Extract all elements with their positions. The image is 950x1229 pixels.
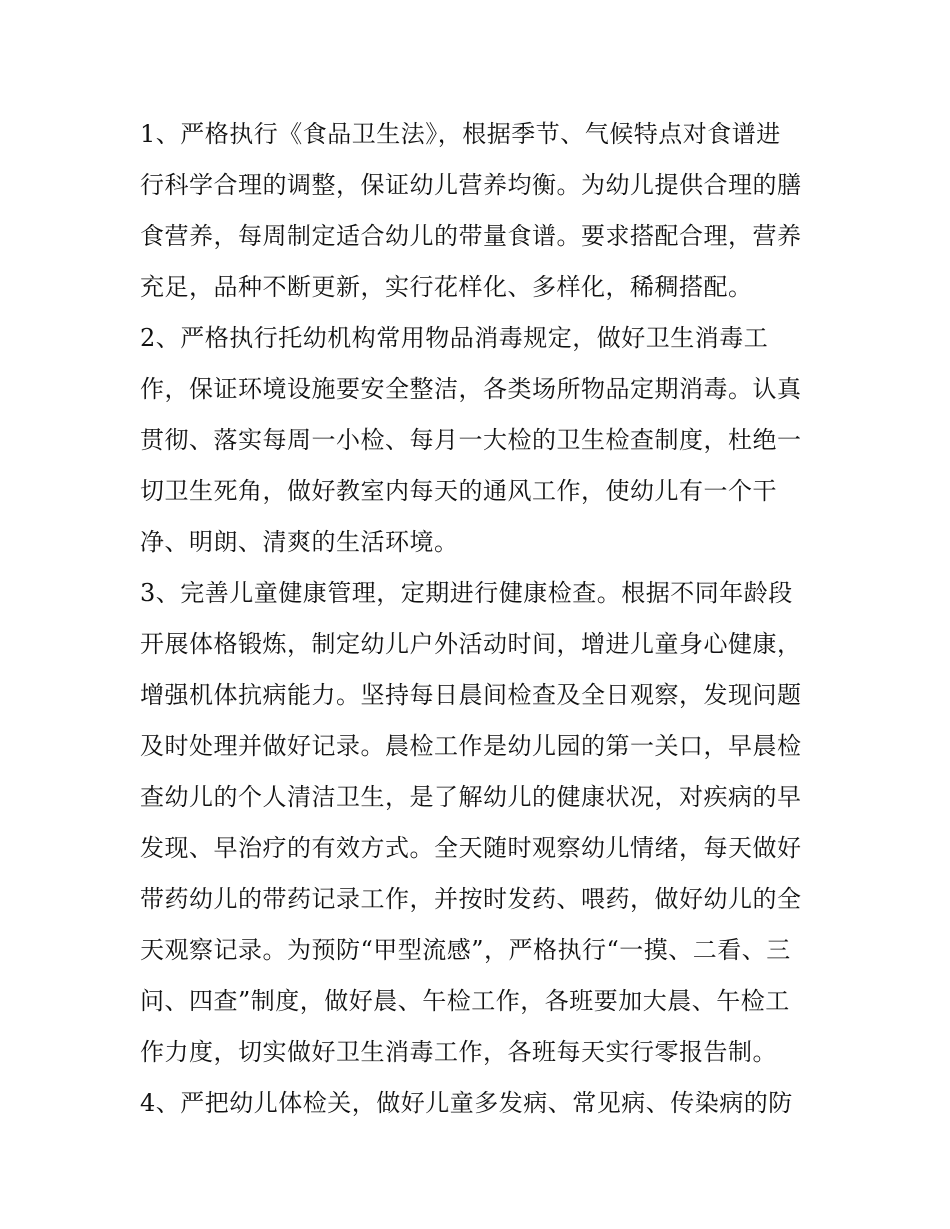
paragraph-2 xyxy=(140,313,820,568)
text-line: 天观察记录。为预防“甲型流感”，严格执行“一摸、二看、三 xyxy=(140,936,791,964)
text-line: 充足，品种不断更新，实行花样化、多样化，稀稠搭配。 xyxy=(140,273,753,301)
text-line: 带药幼儿的带药记录工作，并按时发药、喂药，做好幼儿的全 xyxy=(140,885,802,913)
text-line: 贯彻、落实每周一小检、每月一大检的卫生检查制度，杜绝一 xyxy=(140,426,802,454)
text-line: 作，保证环境设施要安全整洁，各类场所物品定期消毒。认真 xyxy=(140,375,802,403)
text-line: 及时处理并做好记录。晨检工作是幼儿园的第一关口，早晨检 xyxy=(140,732,802,760)
text-line: 查幼儿的个人清洁卫生，是了解幼儿的健康状况，对疾病的早 xyxy=(140,783,802,811)
text-line: 行科学合理的调整，保证幼儿营养均衡。为幼儿提供合理的膳 xyxy=(140,171,802,199)
text-line: 增强机体抗病能力。坚持每日晨间检查及全日观察，发现问题 xyxy=(140,681,802,709)
text-line: 食营养，每周制定适合幼儿的带量食谱。要求搭配合理，营养 xyxy=(140,222,802,250)
text-line: 净、明朗、清爽的生活环境。 xyxy=(140,528,459,556)
paragraph-1 xyxy=(140,109,820,313)
text-line: 切卫生死角，做好教室内每天的通风工作，使幼儿有一个干 xyxy=(140,477,777,505)
text-line: 4、严把幼儿体检关，做好儿童多发病、常见病、传染病的防 xyxy=(140,1089,793,1117)
text-line: 开展体格锻炼，制定幼儿户外活动时间，增进儿童身心健康， xyxy=(140,630,802,658)
text-line: 发现、早治疗的有效方式。全天随时观察幼儿情绪，每天做好 xyxy=(140,834,802,862)
text-line: 3、完善儿童健康管理，定期进行健康检查。根据不同年龄段 xyxy=(140,579,793,607)
text-line: 1、严格执行《食品卫生法》，根据季节、气候特点对食谱进 xyxy=(140,120,781,148)
paragraph-4 xyxy=(140,1078,820,1129)
document-body xyxy=(140,109,820,1129)
text-line: 问、四查”制度，做好晨、午检工作，各班要加大晨、午检工 xyxy=(140,987,790,1015)
paragraph-3 xyxy=(140,568,820,1078)
text-line: 作力度，切实做好卫生消毒工作，各班每天实行零报告制。 xyxy=(140,1038,777,1066)
text-line: 2、严格执行托幼机构常用物品消毒规定，做好卫生消毒工 xyxy=(140,324,769,352)
